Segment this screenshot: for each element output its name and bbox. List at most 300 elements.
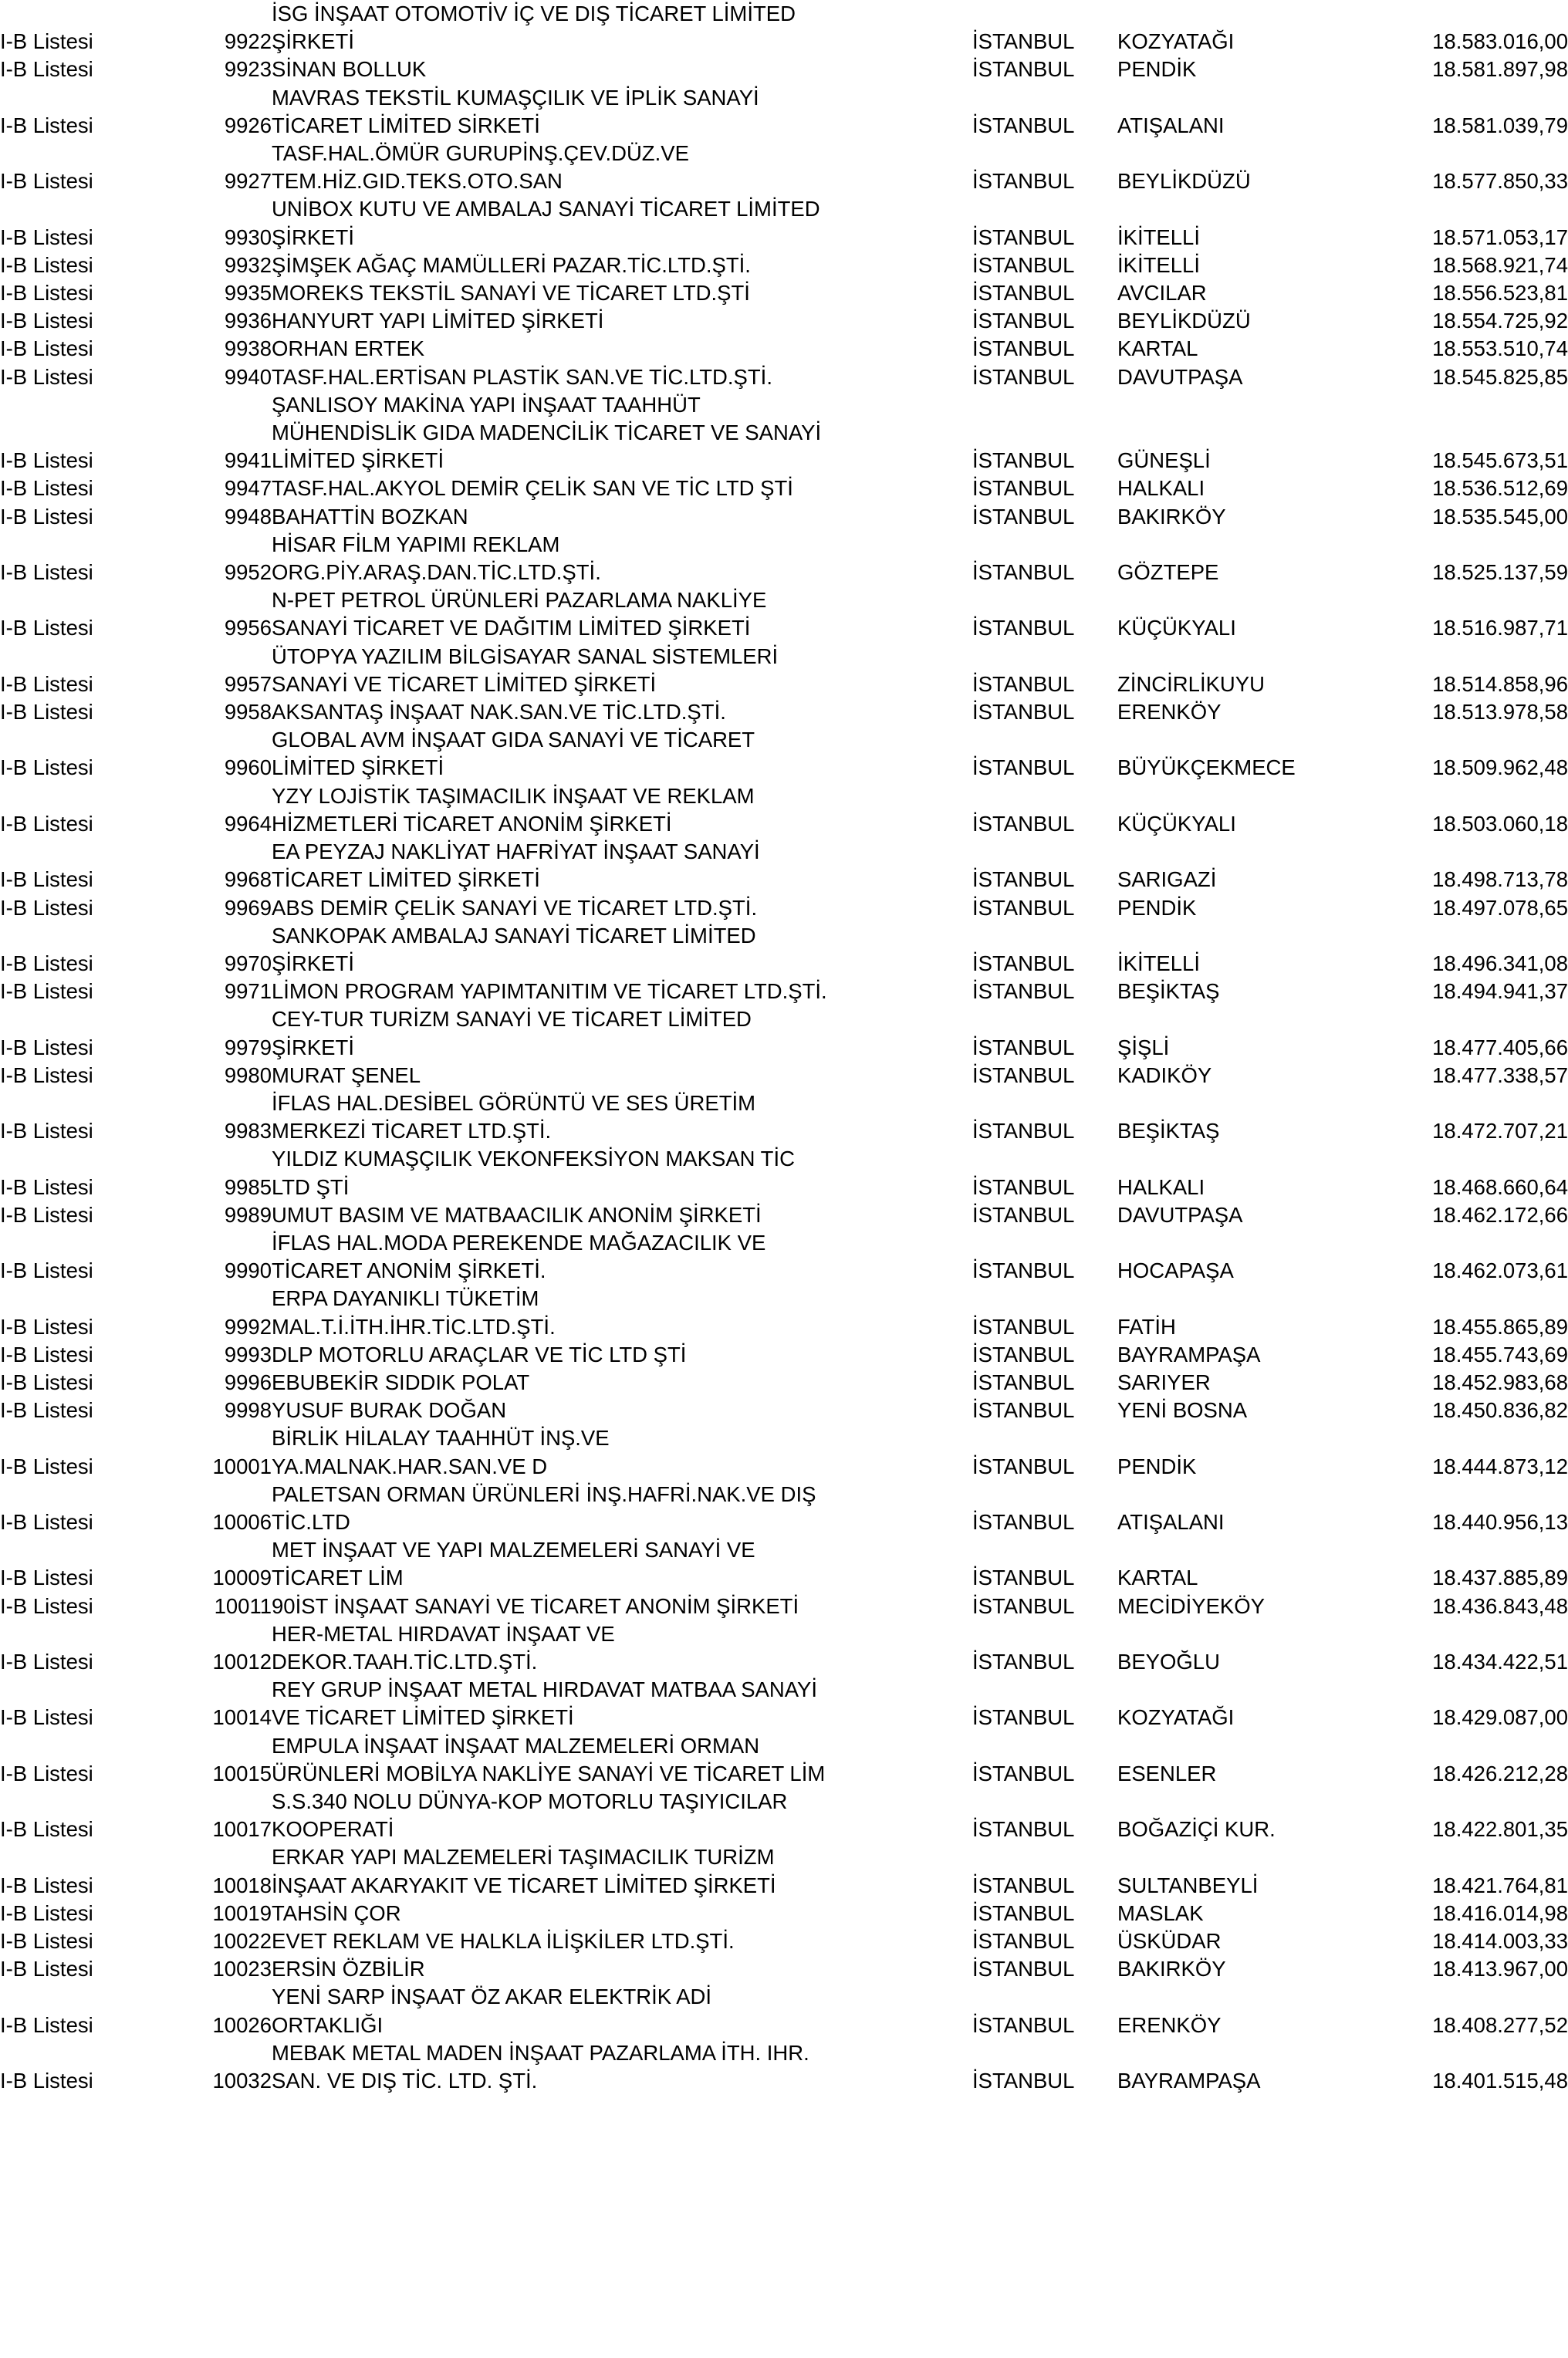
list-name-cell — [0, 140, 171, 167]
list-name-cell — [0, 531, 171, 559]
debt-amount-cell: 18.498.713,78 — [1432, 867, 1568, 892]
sequence-number-cell: 9948 — [224, 504, 272, 529]
company-name-cell: TİCARET LİMİTED ŞİRKETİ — [272, 867, 540, 892]
debt-amount-cell: 18.421.764,81 — [1432, 1873, 1568, 1897]
table-row — [0, 1816, 1568, 1843]
tax-office-cell — [1117, 1536, 1357, 1564]
list-name-cell: I-B Listesi — [0, 1957, 93, 1981]
tax-office-cell: MECİDİYEKÖY — [1117, 1593, 1266, 1618]
company-name-cell: MAL.T.İ.İTH.İHR.TİC.LTD.ŞTİ. — [272, 1314, 556, 1339]
debt-amount-cell — [1357, 1481, 1568, 1508]
debt-amount-cell: 18.429.087,00 — [1432, 1705, 1568, 1730]
sequence-number-cell — [171, 838, 272, 866]
tax-office-cell: İKİTELLİ — [1117, 225, 1200, 249]
sequence-number-cell: 9985 — [224, 1174, 272, 1199]
sequence-number-cell: 9960 — [224, 755, 272, 780]
tax-office-cell: BEYLİKDÜZÜ — [1117, 309, 1251, 333]
sequence-number-cell: 10026 — [212, 2012, 272, 2037]
list-name-cell: I-B Listesi — [0, 252, 93, 277]
table-row — [0, 1062, 1568, 1089]
debt-amount-cell: 18.513.978,58 — [1432, 700, 1568, 725]
tax-office-cell: KÜÇÜKYALI — [1117, 811, 1236, 836]
company-name-cell: ÜRÜNLERİ MOBİLYA NAKLİYE SANAYİ VE TİCARET LİM — [272, 1761, 826, 1785]
tax-office-cell — [1117, 391, 1357, 419]
list-name-cell: I-B Listesi — [0, 1900, 93, 1925]
company-name-cell: ŞİRKETİ — [272, 29, 354, 54]
city-cell: İSTANBUL — [972, 811, 1075, 836]
company-name-cell: VE TİCARET LİMİTED ŞİRKETİ — [272, 1705, 574, 1730]
sequence-number-cell: 9980 — [224, 1062, 272, 1087]
city-cell — [972, 531, 1117, 559]
company-name-cell: ÜTOPYA YAZILIM BİLGİSAYAR SANAL SİSTEMLERİ — [272, 644, 779, 668]
city-cell — [972, 1145, 1117, 1173]
table-row-continuation — [0, 2039, 1568, 2067]
tax-office-cell: BEYOĞLU — [1117, 1649, 1220, 1674]
tax-office-cell: KADIKÖY — [1117, 1062, 1212, 1087]
debt-amount-cell — [1357, 1005, 1568, 1033]
sequence-number-cell: 9958 — [224, 700, 272, 725]
company-name-cell: YA.MALNAK.HAR.SAN.VE D — [272, 1454, 548, 1478]
sequence-number-cell: 9957 — [224, 671, 272, 696]
city-cell: İSTANBUL — [972, 1342, 1075, 1366]
sequence-number-cell: 9970 — [224, 951, 272, 975]
debt-amount-cell: 18.450.836,82 — [1432, 1398, 1568, 1423]
table-row — [0, 1704, 1568, 1731]
table-row — [0, 2012, 1568, 2039]
list-name-cell: I-B Listesi — [0, 57, 93, 82]
city-cell: İSTANBUL — [972, 1035, 1075, 1059]
company-name-cell: BAHATTİN BOZKAN — [272, 504, 468, 529]
tax-office-cell: DAVUTPAŞA — [1117, 364, 1243, 389]
company-name-cell: İNŞAAT AKARYAKIT VE TİCARET LİMİTED ŞİRKETİ — [272, 1873, 776, 1897]
city-cell: İSTANBUL — [972, 309, 1075, 333]
sequence-number-cell — [171, 643, 272, 671]
tax-office-cell: BAKIRKÖY — [1117, 504, 1226, 529]
debt-amount-cell: 18.472.707,21 — [1432, 1119, 1568, 1144]
sequence-number-cell: 9927 — [224, 169, 272, 194]
city-cell: İSTANBUL — [972, 1705, 1075, 1730]
city-cell: İSTANBUL — [972, 1174, 1075, 1199]
tax-office-cell — [1117, 531, 1357, 559]
city-cell: İSTANBUL — [972, 476, 1075, 501]
debt-amount-cell — [1357, 391, 1568, 419]
sequence-number-cell: 10001 — [212, 1454, 272, 1478]
table-row — [0, 978, 1568, 1005]
company-name-cell: YZY LOJİSTİK TAŞIMACILIK İNŞAAT VE REKLAM — [272, 783, 755, 808]
city-cell — [972, 1732, 1117, 1760]
list-name-cell — [0, 643, 171, 671]
tax-office-cell: BÜYÜKÇEKMECE — [1117, 755, 1296, 780]
table-row-continuation — [0, 531, 1568, 559]
list-name-cell: I-B Listesi — [0, 1035, 93, 1059]
sequence-number-cell: 9923 — [224, 57, 272, 82]
debt-amount-cell — [1357, 140, 1568, 167]
list-name-cell — [0, 1788, 171, 1816]
city-cell — [972, 1229, 1117, 1257]
sequence-number-cell: 9969 — [224, 895, 272, 920]
company-name-cell: HER-METAL HIRDAVAT İNŞAAT VE — [272, 1621, 615, 1646]
debt-amount-cell — [1357, 586, 1568, 614]
city-cell: İSTANBUL — [972, 616, 1075, 640]
city-cell: İSTANBUL — [972, 700, 1075, 725]
sequence-number-cell: 9926 — [224, 113, 272, 137]
debt-amount-cell: 18.452.983,68 — [1432, 1370, 1568, 1394]
sequence-number-cell: 9989 — [224, 1202, 272, 1227]
city-cell: İSTANBUL — [972, 1649, 1075, 1674]
sequence-number-cell — [171, 1089, 272, 1117]
list-name-cell — [0, 1843, 171, 1871]
sequence-number-cell — [171, 391, 272, 419]
tax-office-cell: DAVUTPAŞA — [1117, 1202, 1243, 1227]
city-cell — [972, 1676, 1117, 1704]
debt-amount-cell: 18.440.956,13 — [1432, 1509, 1568, 1534]
sequence-number-cell — [171, 586, 272, 614]
list-name-cell — [0, 419, 171, 447]
sequence-number-cell: 10014 — [212, 1705, 272, 1730]
city-cell — [972, 1424, 1117, 1452]
debt-amount-cell: 18.571.053,17 — [1432, 225, 1568, 249]
city-cell — [972, 419, 1117, 447]
table-row — [0, 112, 1568, 140]
debt-amount-cell — [1357, 1229, 1568, 1257]
debt-amount-cell: 18.581.039,79 — [1432, 113, 1568, 137]
list-name-cell — [0, 84, 171, 112]
debt-amount-cell: 18.413.967,00 — [1432, 1957, 1568, 1981]
debt-amount-cell: 18.553.510,74 — [1432, 336, 1568, 361]
sequence-number-cell — [171, 1005, 272, 1033]
company-name-cell: YENİ SARP İNŞAAT ÖZ AKAR ELEKTRİK ADİ — [272, 1985, 712, 2009]
table-row-continuation — [0, 1788, 1568, 1816]
sequence-number-cell: 9947 — [224, 476, 272, 501]
debt-amount-cell: 18.583.016,00 — [1432, 29, 1568, 54]
debt-amount-cell — [1357, 1843, 1568, 1871]
tax-office-cell: BAYRAMPAŞA — [1117, 2069, 1261, 2093]
list-name-cell: I-B Listesi — [0, 755, 93, 780]
company-name-cell: ABS DEMİR ÇELİK SANAYİ VE TİCARET LTD.ŞTİ. — [272, 895, 758, 920]
company-name-cell: TASF.HAL.AKYOL DEMİR ÇELİK SAN VE TİC LTD ŞTİ — [272, 476, 793, 501]
city-cell — [972, 1843, 1117, 1871]
tax-office-cell: SARIGAZİ — [1117, 867, 1217, 892]
list-name-cell: I-B Listesi — [0, 671, 93, 696]
city-cell: İSTANBUL — [972, 2069, 1075, 2093]
list-name-cell: I-B Listesi — [0, 1649, 93, 1674]
company-name-cell: ERSİN ÖZBİLİR — [272, 1957, 425, 1981]
table-row — [0, 307, 1568, 335]
list-name-cell — [0, 1676, 171, 1704]
sequence-number-cell — [171, 84, 272, 112]
list-name-cell — [0, 1089, 171, 1117]
sequence-number-cell: 9952 — [224, 560, 272, 585]
city-cell: İSTANBUL — [972, 1957, 1075, 1981]
company-name-cell: UNİBOX KUTU VE AMBALAJ SANAYİ TİCARET LİMİTED — [272, 197, 820, 221]
tax-office-cell: YENİ BOSNA — [1117, 1398, 1248, 1423]
city-cell — [972, 391, 1117, 419]
company-name-cell: MOREKS TEKSTİL SANAYİ VE TİCARET LTD.ŞTİ — [272, 281, 750, 306]
list-name-cell: I-B Listesi — [0, 951, 93, 975]
table-row-continuation — [0, 1620, 1568, 1648]
company-name-cell: İSG İNŞAAT OTOMOTİV İÇ VE DIŞ TİCARET LİMİTED — [272, 2, 796, 25]
debt-amount-cell — [1357, 419, 1568, 447]
company-name-cell: AKSANTAŞ İNŞAAT NAK.SAN.VE TİC.LTD.ŞTİ. — [272, 700, 726, 725]
company-name-cell: ŞİRKETİ — [272, 951, 354, 975]
tax-office-cell — [1117, 1481, 1357, 1508]
company-name-cell: S.S.340 NOLU DÜNYA-KOP MOTORLU TAŞIYICILAR — [272, 1789, 788, 1813]
company-name-cell: YUSUF BURAK DOĞAN — [272, 1398, 507, 1423]
tax-office-cell — [1117, 419, 1357, 447]
list-name-cell — [0, 726, 171, 754]
sequence-number-cell: 9941 — [224, 448, 272, 473]
city-cell — [972, 838, 1117, 866]
table-row — [0, 167, 1568, 195]
tax-office-cell: BEŞİKTAŞ — [1117, 979, 1220, 1004]
tax-office-cell — [1117, 726, 1357, 754]
city-cell: İSTANBUL — [972, 895, 1075, 920]
sequence-number-cell: 9940 — [224, 364, 272, 389]
city-cell: İSTANBUL — [972, 281, 1075, 306]
sequence-number-cell: 10022 — [212, 1929, 272, 1954]
table-row — [0, 894, 1568, 922]
company-name-cell: MAVRAS TEKSTİL KUMAŞÇILIK VE İPLİK SANAYİ — [272, 85, 759, 110]
company-name-cell: ERPA DAYANIKLI TÜKETİM — [272, 1286, 539, 1311]
city-cell: İSTANBUL — [972, 1566, 1075, 1590]
sequence-number-cell — [171, 1732, 272, 1760]
debt-amount-cell — [1357, 1145, 1568, 1173]
list-name-cell: I-B Listesi — [0, 1454, 93, 1478]
debt-amount-cell: 18.581.897,98 — [1432, 57, 1568, 82]
city-cell: İSTANBUL — [972, 225, 1075, 249]
tax-office-cell — [1117, 1424, 1357, 1452]
sequence-number-cell: 9964 — [224, 811, 272, 836]
city-cell — [972, 1005, 1117, 1033]
city-cell: İSTANBUL — [972, 1202, 1075, 1227]
debt-amount-cell: 18.462.073,61 — [1432, 1258, 1568, 1283]
city-cell: İSTANBUL — [972, 1062, 1075, 1087]
company-name-cell: LİMON PROGRAM YAPIMTANITIM VE TİCARET LTD.ŞTİ. — [272, 979, 827, 1004]
debt-amount-cell: 18.556.523,81 — [1432, 281, 1568, 306]
table-row — [0, 1872, 1568, 1900]
table-row — [0, 1201, 1568, 1229]
sequence-number-cell — [171, 195, 272, 223]
tax-office-cell: ESENLER — [1117, 1761, 1217, 1785]
city-cell: İSTANBUL — [972, 1398, 1075, 1423]
company-name-cell: MET İNŞAAT VE YAPI MALZEMELERİ SANAYİ VE — [272, 1538, 755, 1562]
company-name-cell: DEKOR.TAAH.TİC.LTD.ŞTİ. — [272, 1649, 538, 1674]
debt-amount-cell: 18.494.941,37 — [1432, 979, 1568, 1004]
company-name-cell: N-PET PETROL ÜRÜNLERİ PAZARLAMA NAKLİYE — [272, 588, 767, 613]
debt-amount-cell: 18.408.277,52 — [1432, 2012, 1568, 2037]
tax-office-cell: ÜSKÜDAR — [1117, 1929, 1222, 1954]
table-row-continuation — [0, 1145, 1568, 1173]
sequence-number-cell — [171, 1481, 272, 1508]
table-row — [0, 810, 1568, 838]
list-name-cell: I-B Listesi — [0, 1817, 93, 1842]
debt-amount-cell: 18.477.405,66 — [1432, 1035, 1568, 1059]
company-name-cell: ERKAR YAPI MALZEMELERİ TAŞIMACILIK TURİZM — [272, 1845, 775, 1870]
company-name-cell: EVET REKLAM VE HALKLA İLİŞKİLER LTD.ŞTİ. — [272, 1929, 735, 1954]
tax-office-cell: GÖZTEPE — [1117, 560, 1219, 585]
sequence-number-cell — [171, 1145, 272, 1173]
sequence-number-cell: 9983 — [224, 1119, 272, 1144]
sequence-number-cell: 10032 — [212, 2069, 272, 2093]
tax-office-cell — [1117, 922, 1357, 950]
list-name-cell: I-B Listesi — [0, 29, 93, 54]
tax-office-cell — [1117, 0, 1357, 28]
tax-office-cell: HALKALI — [1117, 1174, 1205, 1199]
debt-amount-cell — [1357, 1732, 1568, 1760]
tax-office-cell: PENDİK — [1117, 895, 1197, 920]
tax-office-cell — [1117, 84, 1357, 112]
company-name-cell: ORG.PİY.ARAŞ.DAN.TİC.LTD.ŞTİ. — [272, 560, 601, 585]
company-name-cell: ŞİRKETİ — [272, 225, 354, 249]
list-name-cell: I-B Listesi — [0, 225, 93, 249]
tax-office-cell: BAYRAMPAŞA — [1117, 1342, 1261, 1366]
table-row — [0, 503, 1568, 531]
tax-office-cell — [1117, 643, 1357, 671]
list-name-cell: I-B Listesi — [0, 2069, 93, 2093]
city-cell: İSTANBUL — [972, 113, 1075, 137]
debt-amount-cell: 18.477.338,57 — [1432, 1062, 1568, 1087]
debt-amount-cell — [1357, 195, 1568, 223]
list-name-cell: I-B Listesi — [0, 504, 93, 529]
debt-amount-cell: 18.401.515,48 — [1432, 2069, 1568, 2093]
tax-office-cell: PENDİK — [1117, 1454, 1197, 1478]
list-name-cell: I-B Listesi — [0, 1062, 93, 1087]
list-name-cell — [0, 0, 171, 28]
debt-amount-cell — [1357, 782, 1568, 810]
list-name-cell: I-B Listesi — [0, 1202, 93, 1227]
table-row-continuation — [0, 586, 1568, 614]
sequence-number-cell — [171, 922, 272, 950]
table-row — [0, 559, 1568, 586]
sequence-number-cell — [171, 2039, 272, 2067]
list-name-cell — [0, 2039, 171, 2067]
table-row — [0, 1034, 1568, 1062]
sequence-number-cell: 10017 — [212, 1817, 272, 1842]
sequence-number-cell — [171, 1229, 272, 1257]
company-name-cell: İFLAS HAL.MODA PEREKENDE MAĞAZACILIK VE — [272, 1230, 766, 1255]
list-name-cell: I-B Listesi — [0, 336, 93, 361]
city-cell: İSTANBUL — [972, 979, 1075, 1004]
city-cell — [972, 782, 1117, 810]
list-name-cell — [0, 1229, 171, 1257]
table-row-continuation — [0, 140, 1568, 167]
list-name-cell — [0, 1005, 171, 1033]
sequence-number-cell: 10019 — [212, 1900, 272, 1925]
table-row — [0, 1593, 1568, 1620]
debt-amount-cell: 18.434.422,51 — [1432, 1649, 1568, 1674]
debt-amount-cell: 18.535.545,00 — [1432, 504, 1568, 529]
company-name-cell: TİCARET LİM — [272, 1566, 404, 1590]
debt-amount-cell: 18.426.212,28 — [1432, 1761, 1568, 1785]
tax-office-cell: PENDİK — [1117, 57, 1197, 82]
debt-amount-cell — [1357, 1089, 1568, 1117]
sequence-number-cell — [171, 419, 272, 447]
debt-amount-cell: 18.455.865,89 — [1432, 1314, 1568, 1339]
tax-office-cell — [1117, 1145, 1357, 1173]
tax-office-cell: BOĞAZİÇİ KUR. — [1117, 1817, 1276, 1842]
list-name-cell: I-B Listesi — [0, 867, 93, 892]
list-name-cell — [0, 1481, 171, 1508]
sequence-number-cell: 10023 — [212, 1957, 272, 1981]
company-name-cell: REY GRUP İNŞAAT METAL HIRDAVAT MATBAA SANAYİ — [272, 1677, 818, 1702]
debt-amount-cell: 18.545.673,51 — [1432, 448, 1568, 473]
tax-office-cell: İKİTELLİ — [1117, 252, 1200, 277]
city-cell: İSTANBUL — [972, 448, 1075, 473]
city-cell — [972, 84, 1117, 112]
table-row — [0, 1760, 1568, 1788]
company-name-cell: TİC.LTD — [272, 1509, 350, 1534]
tax-office-cell — [1117, 1788, 1357, 1816]
city-cell — [972, 195, 1117, 223]
city-cell — [972, 643, 1117, 671]
tax-office-cell: MASLAK — [1117, 1900, 1204, 1925]
table-row — [0, 1927, 1568, 1955]
city-cell — [972, 1788, 1117, 1816]
table-row-continuation — [0, 1536, 1568, 1564]
tax-office-cell: ERENKÖY — [1117, 700, 1222, 725]
sequence-number-cell: 10012 — [212, 1649, 272, 1674]
sequence-number-cell: 10009 — [212, 1566, 272, 1590]
city-cell: İSTANBUL — [972, 1900, 1075, 1925]
tax-office-cell: FATİH — [1117, 1314, 1176, 1339]
debt-amount-cell: 18.509.962,48 — [1432, 755, 1568, 780]
debt-amount-cell: 18.414.003,33 — [1432, 1929, 1568, 1954]
table-row-continuation — [0, 84, 1568, 112]
table-row — [0, 950, 1568, 978]
tax-office-cell: KARTAL — [1117, 1566, 1198, 1590]
list-name-cell: I-B Listesi — [0, 1705, 93, 1730]
sequence-number-cell: 9996 — [224, 1370, 272, 1394]
debt-amount-cell — [1357, 1620, 1568, 1648]
list-name-cell: I-B Listesi — [0, 169, 93, 194]
sequence-number-cell: 9971 — [224, 979, 272, 1004]
sequence-number-cell: 9932 — [224, 252, 272, 277]
sequence-number-cell: 9993 — [224, 1342, 272, 1366]
city-cell: İSTANBUL — [972, 755, 1075, 780]
debt-amount-cell — [1357, 1424, 1568, 1452]
tax-office-cell: SULTANBEYLİ — [1117, 1873, 1259, 1897]
list-name-cell: I-B Listesi — [0, 1566, 93, 1590]
debt-amount-cell: 18.577.850,33 — [1432, 169, 1568, 194]
company-name-cell: MURAT ŞENEL — [272, 1062, 421, 1087]
table-row — [0, 1257, 1568, 1285]
company-name-cell: ORTAKLIĞI — [272, 2012, 384, 2037]
table-row-continuation — [0, 838, 1568, 866]
company-name-cell: TASF.HAL.ÖMÜR GURUPİNŞ.ÇEV.DÜZ.VE — [272, 141, 689, 166]
debt-amount-cell: 18.514.858,96 — [1432, 671, 1568, 696]
list-name-cell: I-B Listesi — [0, 309, 93, 333]
tax-office-cell: KARTAL — [1117, 336, 1198, 361]
company-name-cell: EA PEYZAJ NAKLİYAT HAFRİYAT İNŞAAT SANAYİ — [272, 839, 760, 864]
list-name-cell: I-B Listesi — [0, 1398, 93, 1423]
sequence-number-cell: 9936 — [224, 309, 272, 333]
sequence-number-cell — [171, 1983, 272, 2011]
sequence-number-cell — [171, 1676, 272, 1704]
company-name-cell: MÜHENDİSLİK GIDA MADENCİLİK TİCARET VE SANAYİ — [272, 421, 822, 445]
debt-amount-cell: 18.468.660,64 — [1432, 1174, 1568, 1199]
table-row-continuation — [0, 726, 1568, 754]
sequence-number-cell — [171, 1620, 272, 1648]
list-name-cell — [0, 782, 171, 810]
sequence-number-cell: 9979 — [224, 1035, 272, 1059]
table-row — [0, 28, 1568, 56]
city-cell — [972, 1285, 1117, 1312]
company-name-cell: SANAYİ TİCARET VE DAĞITIM LİMİTED ŞİRKETİ — [272, 616, 751, 640]
debt-amount-cell — [1357, 84, 1568, 112]
list-name-cell: I-B Listesi — [0, 1370, 93, 1394]
company-name-cell: TEM.HİZ.GID.TEKS.OTO.SAN — [272, 169, 563, 194]
debt-amount-cell — [1357, 1788, 1568, 1816]
